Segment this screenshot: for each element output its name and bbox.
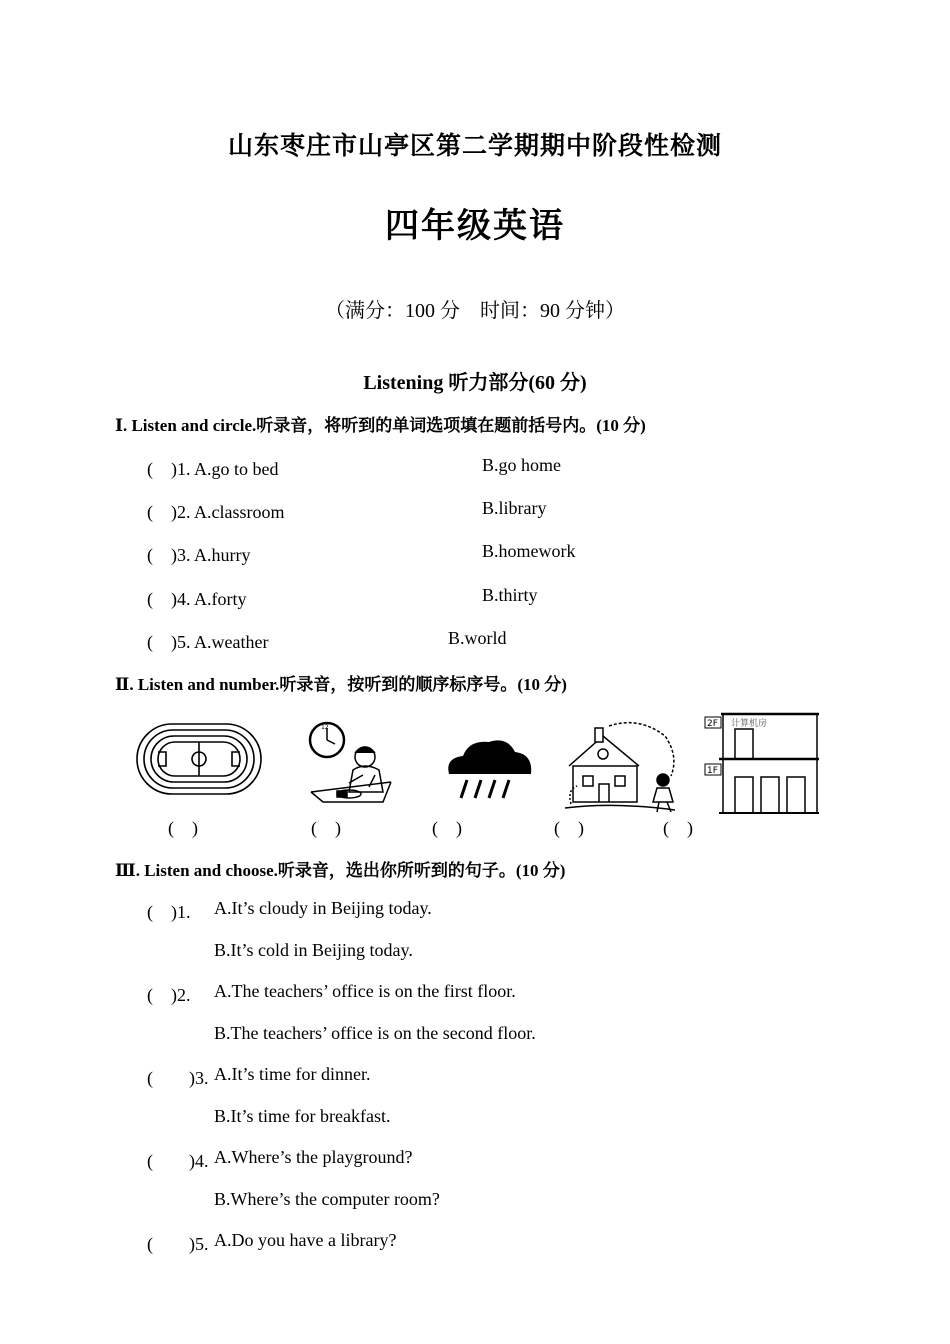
- s1-item2-a: ( )2. A.classroom: [147, 502, 285, 522]
- s3-item4-b: B.Where’s the computer room?: [214, 1189, 440, 1209]
- s1-item4-a: ( )4. A.forty: [147, 589, 247, 609]
- floor1-label: 1F: [707, 766, 718, 776]
- picture4-blank[interactable]: ( ): [554, 818, 584, 838]
- rain-cloud-picture: [445, 738, 535, 802]
- s3-item4-a: A.Where’s the playground?: [214, 1147, 413, 1167]
- section3-heading: Ⅲ. Listen and choose.听录音，选出你所听到的句子。(10 分): [115, 861, 566, 880]
- s3-item5-num: ( )5.: [147, 1234, 209, 1254]
- s3-item2-b: B.The teachers’ office is on the second floor.: [214, 1023, 536, 1043]
- exam-subtitle: 四年级英语: [385, 208, 565, 245]
- picture5-blank[interactable]: ( ): [663, 818, 693, 838]
- svg-text:12: 12: [321, 724, 329, 731]
- school-building-picture: [705, 713, 820, 815]
- exam-title: 山东枣庄市山亭区第二学期期中阶段性检测: [227, 133, 722, 160]
- s1-item5-b: B.world: [448, 628, 507, 648]
- s3-item3-num: ( )3.: [147, 1068, 209, 1088]
- s3-item4-num: ( )4.: [147, 1151, 209, 1171]
- s3-item2-a: A.The teachers’ office is on the first floor.: [214, 981, 516, 1001]
- section1-heading: Ⅰ. Listen and circle.听录音，将听到的单词选项填在题前括号内。(10 分): [115, 416, 646, 435]
- house-and-child-picture: [565, 720, 683, 816]
- s1-item5-a: ( )5. A.weather: [147, 632, 269, 652]
- s1-item3-b: B.homework: [482, 541, 576, 561]
- picture2-blank[interactable]: ( ): [311, 818, 341, 838]
- part-heading: Listening 听力部分(60 分): [363, 372, 587, 394]
- clock-and-boy-eating-picture: [305, 720, 395, 810]
- s1-item4-b: B.thirty: [482, 585, 538, 605]
- section2-heading: Ⅱ. Listen and number.听录音，按听到的顺序标序号。(10 分): [115, 675, 567, 694]
- s1-item3-a: ( )3. A.hurry: [147, 545, 251, 565]
- s1-item2-b: B.library: [482, 498, 547, 518]
- s3-item1-a: A.It’s cloudy in Beijing today.: [214, 898, 432, 918]
- s3-item3-b: B.It’s time for breakfast.: [214, 1106, 391, 1126]
- s1-item1-b: B.go home: [482, 455, 561, 475]
- s3-item1-num: ( )1.: [147, 902, 191, 922]
- computer-room-label: 计算机房: [731, 719, 768, 729]
- s3-item1-b: B.It’s cold in Beijing today.: [214, 940, 413, 960]
- picture3-blank[interactable]: ( ): [432, 818, 462, 838]
- playground-picture: [135, 722, 263, 796]
- s3-item5-a: A.Do you have a library?: [214, 1230, 397, 1250]
- floor2-label: 2F: [707, 719, 718, 729]
- s1-item1-a: ( )1. A.go to bed: [147, 459, 279, 479]
- s3-item3-a: A.It’s time for dinner.: [214, 1064, 371, 1084]
- s3-item2-num: ( )2.: [147, 985, 191, 1005]
- exam-meta: （满分：100 分 时间：90 分钟）: [325, 300, 625, 322]
- picture1-blank[interactable]: ( ): [168, 818, 198, 838]
